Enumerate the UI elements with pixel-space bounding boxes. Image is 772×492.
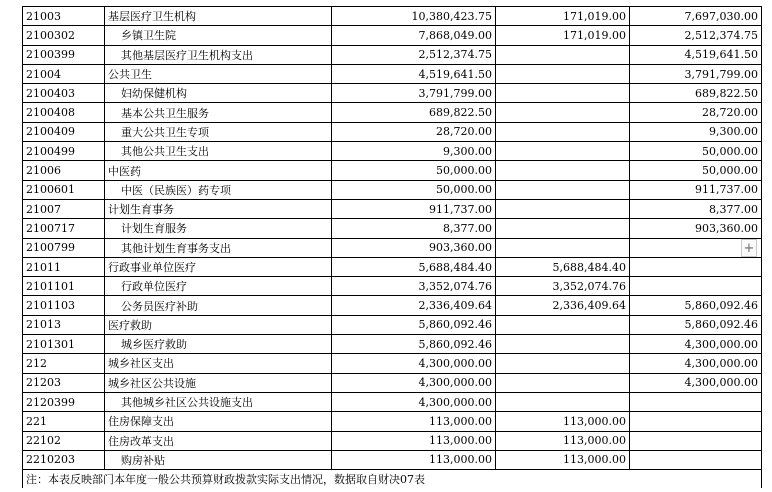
amount-cell-3: 7,697,030.00 <box>630 7 762 26</box>
table-note: 注：本表反映部门本年度一般公共预算财政拨款实际支出情况，数据取自财决07表 <box>23 470 762 489</box>
code-cell: 2101301 <box>23 335 105 354</box>
code-cell: 21013 <box>23 315 105 334</box>
amount-cell-3 <box>630 392 762 411</box>
name-cell: 计划生育事务 <box>105 199 332 218</box>
table-row <box>23 142 762 161</box>
table-row <box>23 431 762 450</box>
amount-cell-3 <box>630 257 762 276</box>
amount-cell-1: 50,000.00 <box>332 161 496 180</box>
amount-cell-2 <box>496 122 630 141</box>
name-cell: 中医药 <box>105 161 332 180</box>
amount-cell-1: 28,720.00 <box>332 122 496 141</box>
amount-cell-3 <box>630 431 762 450</box>
table-row <box>23 354 762 373</box>
code-cell: 21004 <box>23 64 105 83</box>
amount-cell-2 <box>496 199 630 218</box>
amount-cell-1: 9,300.00 <box>332 142 496 161</box>
amount-cell-2 <box>496 335 630 354</box>
note-row <box>23 470 762 489</box>
table-row <box>23 180 762 199</box>
table-row <box>23 161 762 180</box>
amount-cell-3: 5,860,092.46 <box>630 315 762 334</box>
amount-cell-1: 7,868,049.00 <box>332 26 496 45</box>
add-column-button[interactable]: + <box>741 239 757 257</box>
amount-cell-3: 911,737.00 <box>630 180 762 199</box>
table-row <box>23 392 762 411</box>
amount-cell-1: 5,860,092.46 <box>332 335 496 354</box>
table-row <box>23 219 762 238</box>
amount-cell-2 <box>496 354 630 373</box>
name-cell: 行政事业单位医疗 <box>105 257 332 276</box>
amount-cell-2 <box>496 142 630 161</box>
table-row <box>23 238 762 257</box>
amount-cell-1: 5,688,484.40 <box>332 257 496 276</box>
name-cell: 基层医疗卫生机构 <box>105 7 332 26</box>
amount-cell-3: 8,377.00 <box>630 199 762 218</box>
amount-cell-2: 5,688,484.40 <box>496 257 630 276</box>
code-cell: 2100601 <box>23 180 105 199</box>
table-row <box>23 84 762 103</box>
amount-cell-1: 113,000.00 <box>332 412 496 431</box>
name-cell: 基本公共卫生服务 <box>105 103 332 122</box>
code-cell: 212 <box>23 354 105 373</box>
code-cell: 2100403 <box>23 84 105 103</box>
code-cell: 2101103 <box>23 296 105 315</box>
amount-cell-3: 4,300,000.00 <box>630 335 762 354</box>
code-cell: 2101101 <box>23 277 105 296</box>
amount-cell-2: 113,000.00 <box>496 412 630 431</box>
code-cell: 21011 <box>23 257 105 276</box>
name-cell: 其他城乡社区公共设施支出 <box>105 392 332 411</box>
amount-cell-1: 2,336,409.64 <box>332 296 496 315</box>
expenditure-table <box>22 6 762 488</box>
amount-cell-2: 113,000.00 <box>496 431 630 450</box>
amount-cell-3: 50,000.00 <box>630 161 762 180</box>
name-cell: 其他基层医疗卫生机构支出 <box>105 45 332 64</box>
amount-cell-2 <box>496 180 630 199</box>
amount-cell-2: 171,019.00 <box>496 26 630 45</box>
amount-cell-1: 3,791,799.00 <box>332 84 496 103</box>
amount-cell-2: 171,019.00 <box>496 7 630 26</box>
table-row <box>23 315 762 334</box>
name-cell: 行政单位医疗 <box>105 277 332 296</box>
amount-cell-1: 113,000.00 <box>332 431 496 450</box>
name-cell: 中医（民族医）药专项 <box>105 180 332 199</box>
amount-cell-2: 2,336,409.64 <box>496 296 630 315</box>
amount-cell-2: 113,000.00 <box>496 450 630 469</box>
amount-cell-3: 3,791,799.00 <box>630 64 762 83</box>
table-row <box>23 45 762 64</box>
table-row <box>23 26 762 45</box>
name-cell: 乡镇卫生院 <box>105 26 332 45</box>
table-row <box>23 122 762 141</box>
table-row <box>23 373 762 392</box>
code-cell: 2100799 <box>23 238 105 257</box>
table-row <box>23 7 762 26</box>
amount-cell-2 <box>496 84 630 103</box>
name-cell: 住房保障支出 <box>105 412 332 431</box>
amount-cell-3: 28,720.00 <box>630 103 762 122</box>
amount-cell-1: 50,000.00 <box>332 180 496 199</box>
code-cell: 22102 <box>23 431 105 450</box>
name-cell: 医疗救助 <box>105 315 332 334</box>
amount-cell-3 <box>630 450 762 469</box>
name-cell: 妇幼保健机构 <box>105 84 332 103</box>
amount-cell-1: 4,300,000.00 <box>332 354 496 373</box>
amount-cell-3: 4,519,641.50 <box>630 45 762 64</box>
amount-cell-1: 689,822.50 <box>332 103 496 122</box>
amount-cell-3: 5,860,092.46 <box>630 296 762 315</box>
code-cell: 221 <box>23 412 105 431</box>
table-row <box>23 335 762 354</box>
amount-cell-2 <box>496 161 630 180</box>
code-cell: 2100408 <box>23 103 105 122</box>
table-row <box>23 199 762 218</box>
amount-cell-2 <box>496 373 630 392</box>
amount-cell-1: 113,000.00 <box>332 450 496 469</box>
amount-cell-1: 5,860,092.46 <box>332 315 496 334</box>
amount-cell-3 <box>630 412 762 431</box>
amount-cell-1: 903,360.00 <box>332 238 496 257</box>
name-cell: 其他公共卫生支出 <box>105 142 332 161</box>
name-cell: 重大公共卫生专项 <box>105 122 332 141</box>
amount-cell-1: 4,519,641.50 <box>332 64 496 83</box>
table-row <box>23 257 762 276</box>
amount-cell-2 <box>496 219 630 238</box>
table-row <box>23 296 762 315</box>
amount-cell-2 <box>496 64 630 83</box>
table-row <box>23 277 762 296</box>
amount-cell-3: 4,300,000.00 <box>630 354 762 373</box>
table-row <box>23 450 762 469</box>
code-cell: 2100409 <box>23 122 105 141</box>
name-cell: 住房改革支出 <box>105 431 332 450</box>
code-cell: 2120399 <box>23 392 105 411</box>
name-cell: 城乡医疗救助 <box>105 335 332 354</box>
name-cell: 购房补贴 <box>105 450 332 469</box>
table-row <box>23 412 762 431</box>
name-cell: 城乡社区公共设施 <box>105 373 332 392</box>
name-cell: 城乡社区支出 <box>105 354 332 373</box>
amount-cell-1: 10,380,423.75 <box>332 7 496 26</box>
amount-cell-1: 4,300,000.00 <box>332 373 496 392</box>
amount-cell-1: 3,352,074.76 <box>332 277 496 296</box>
name-cell: 公共卫生 <box>105 64 332 83</box>
table-row <box>23 64 762 83</box>
table-body <box>23 7 762 489</box>
amount-cell-3: 903,360.00 <box>630 219 762 238</box>
amount-cell-1: 8,377.00 <box>332 219 496 238</box>
amount-cell-2 <box>496 238 630 257</box>
amount-cell-2 <box>496 392 630 411</box>
code-cell: 21003 <box>23 7 105 26</box>
amount-cell-1: 4,300,000.00 <box>332 392 496 411</box>
amount-cell-3: 689,822.50 <box>630 84 762 103</box>
code-cell: 21007 <box>23 199 105 218</box>
amount-cell-3: 9,300.00 <box>630 122 762 141</box>
code-cell: 2100717 <box>23 219 105 238</box>
code-cell: 21203 <box>23 373 105 392</box>
amount-cell-3: 2,512,374.75 <box>630 26 762 45</box>
name-cell: 计划生育服务 <box>105 219 332 238</box>
code-cell: 21006 <box>23 161 105 180</box>
amount-cell-1: 911,737.00 <box>332 199 496 218</box>
code-cell: 2210203 <box>23 450 105 469</box>
code-cell: 2100499 <box>23 142 105 161</box>
code-cell: 2100399 <box>23 45 105 64</box>
amount-cell-2: 3,352,074.76 <box>496 277 630 296</box>
name-cell: 其他计划生育事务支出 <box>105 238 332 257</box>
amount-cell-1: 2,512,374.75 <box>332 45 496 64</box>
code-cell: 2100302 <box>23 26 105 45</box>
amount-cell-3 <box>630 277 762 296</box>
amount-cell-2 <box>496 103 630 122</box>
name-cell: 公务员医疗补助 <box>105 296 332 315</box>
amount-cell-3: 4,300,000.00 <box>630 373 762 392</box>
amount-cell-2 <box>496 315 630 334</box>
table-row <box>23 103 762 122</box>
amount-cell-2 <box>496 45 630 64</box>
amount-cell-3: 50,000.00 <box>630 142 762 161</box>
